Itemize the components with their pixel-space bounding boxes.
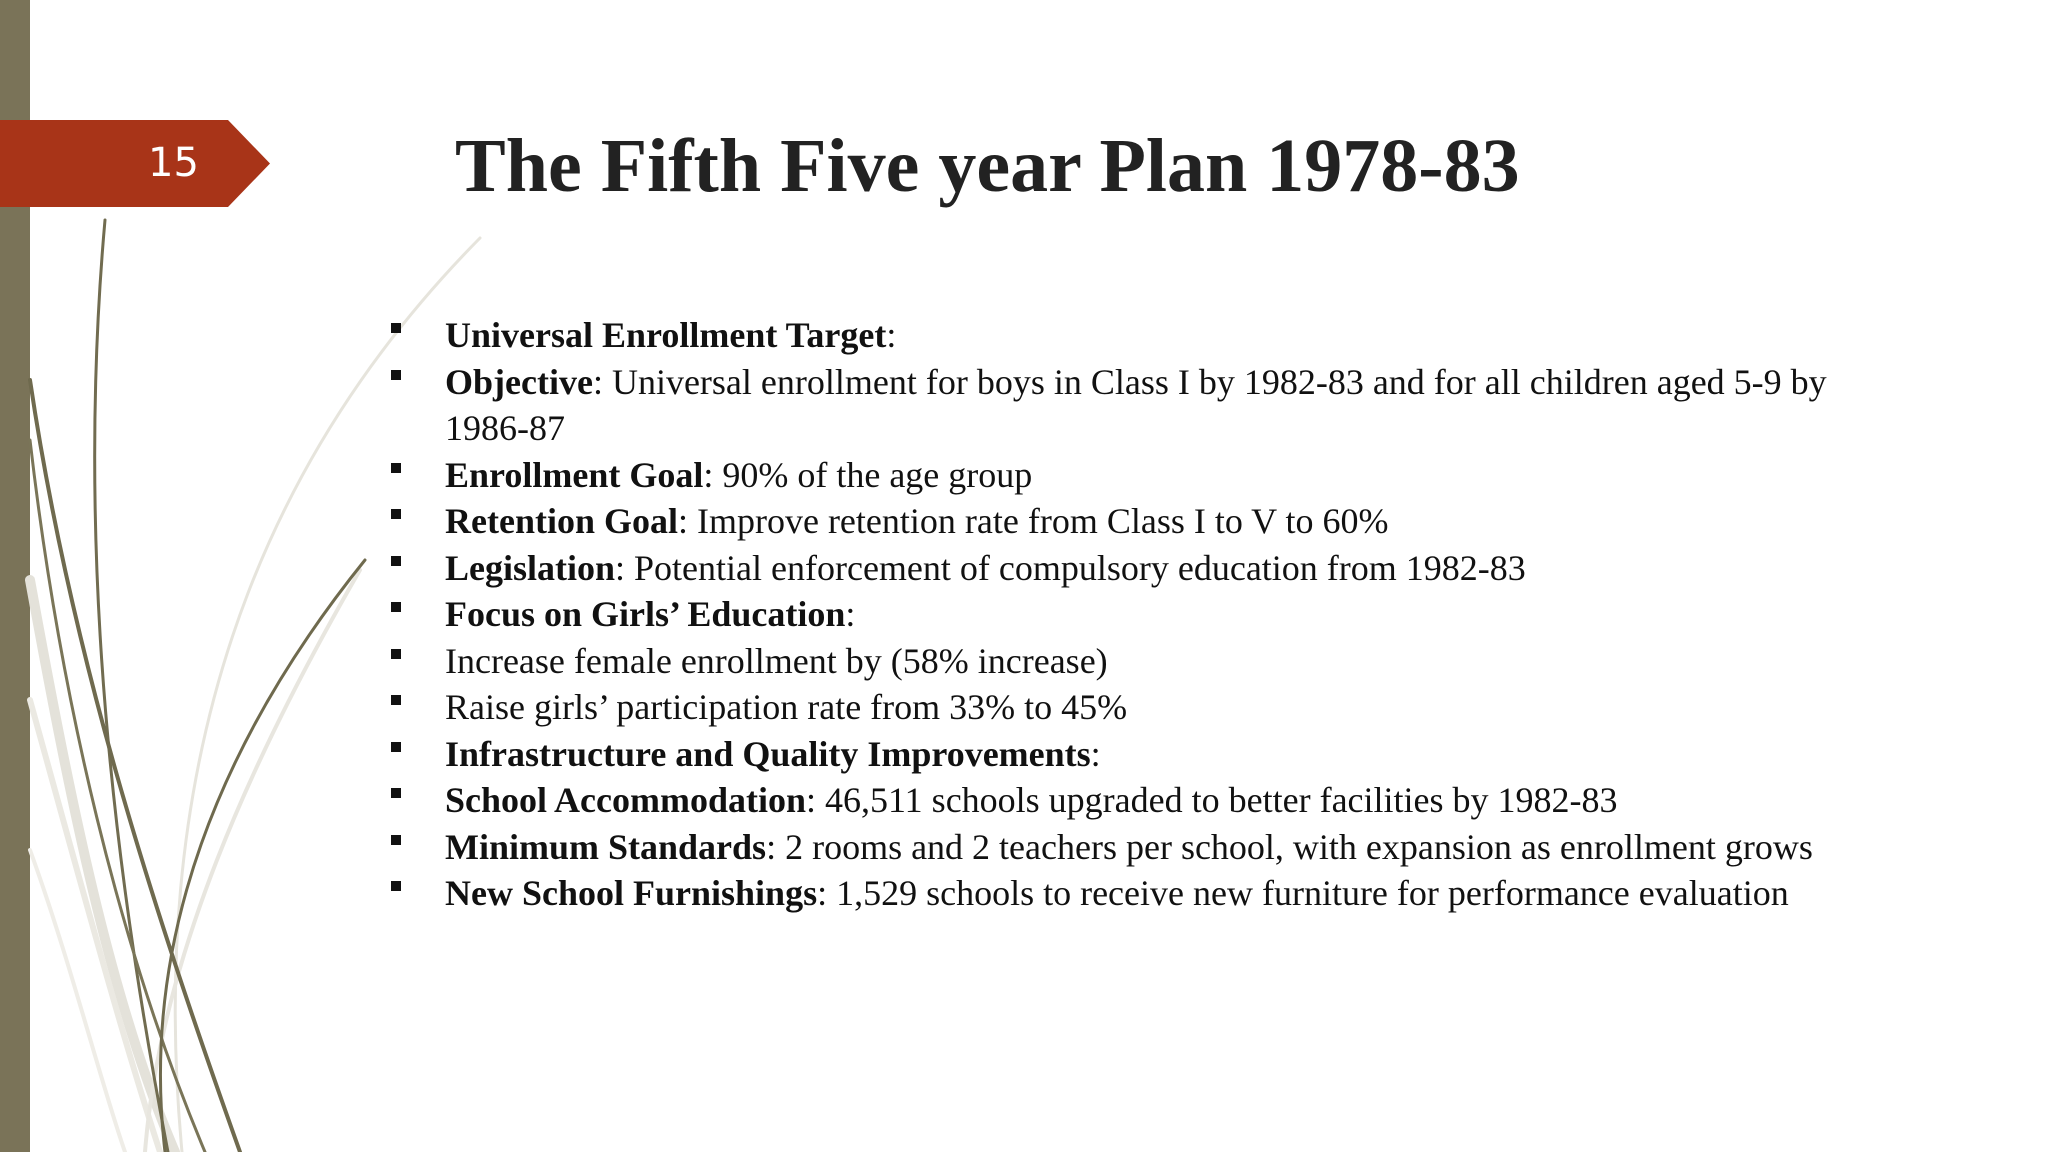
bullet-text: : 46,511 schools upgraded to better facilities by 1982-83 bbox=[806, 780, 1618, 820]
bullet-text: : bbox=[845, 594, 856, 634]
bullet-item bbox=[380, 684, 1860, 731]
bullet-text: : 1,529 schools to receive new furniture for performance evaluation bbox=[817, 873, 1789, 913]
bullet-text: : Universal enrollment for boys in Class I by 1982-83 and for all children aged 5-9 by 1986-87 bbox=[445, 361, 1827, 448]
bullet-item bbox=[380, 731, 1860, 778]
bullet-heading: New School Furnishings bbox=[445, 873, 818, 913]
slide-number-tag bbox=[0, 120, 270, 207]
bullet-item bbox=[380, 591, 1860, 638]
bullet-heading: Minimum Standards bbox=[445, 826, 767, 867]
bullet-text: : Potential enforcement of compulsory education from 1982-83 bbox=[615, 547, 1526, 588]
bullet-text: : bbox=[1090, 733, 1101, 774]
bullet-text: : bbox=[886, 315, 897, 355]
bullet-heading: Legislation bbox=[445, 547, 616, 588]
bullet-item bbox=[380, 452, 1860, 499]
bullet-heading: Universal Enrollment Target bbox=[445, 315, 887, 355]
bullet-text: : Improve retention rate from Class I to V to 60% bbox=[677, 501, 1389, 541]
bullet-item bbox=[380, 498, 1860, 545]
bullet-heading: Focus on Girls’ Education bbox=[445, 594, 846, 634]
bullet-heading: Enrollment Goal bbox=[445, 454, 704, 495]
bullet-heading: Objective bbox=[445, 361, 593, 402]
slide-title: The Fifth Five year Plan 1978-83 bbox=[455, 124, 1520, 208]
bullet-item bbox=[380, 777, 1860, 824]
bullet-text: : 2 rooms and 2 teachers per school, with expansion as enrollment grows bbox=[766, 826, 1813, 867]
bullet-item bbox=[380, 312, 1860, 359]
bullet-item bbox=[380, 870, 1860, 917]
bullet-item bbox=[380, 824, 1860, 871]
bullet-list bbox=[380, 312, 1860, 917]
slide-number: 15 bbox=[148, 140, 199, 186]
bullet-item bbox=[380, 638, 1860, 685]
bullet-item bbox=[380, 545, 1860, 592]
bullet-item bbox=[380, 359, 1860, 452]
bullet-heading: Retention Goal bbox=[445, 501, 678, 541]
bullet-text: : 90% of the age group bbox=[703, 454, 1033, 495]
bullet-text: Raise girls’ participation rate from 33% to 45% bbox=[445, 687, 1128, 727]
bullet-heading: Infrastructure and Quality Improvements bbox=[445, 733, 1091, 774]
bullet-text: Increase female enrollment by (58% increase) bbox=[445, 640, 1108, 681]
bullet-heading: School Accommodation bbox=[445, 780, 807, 820]
